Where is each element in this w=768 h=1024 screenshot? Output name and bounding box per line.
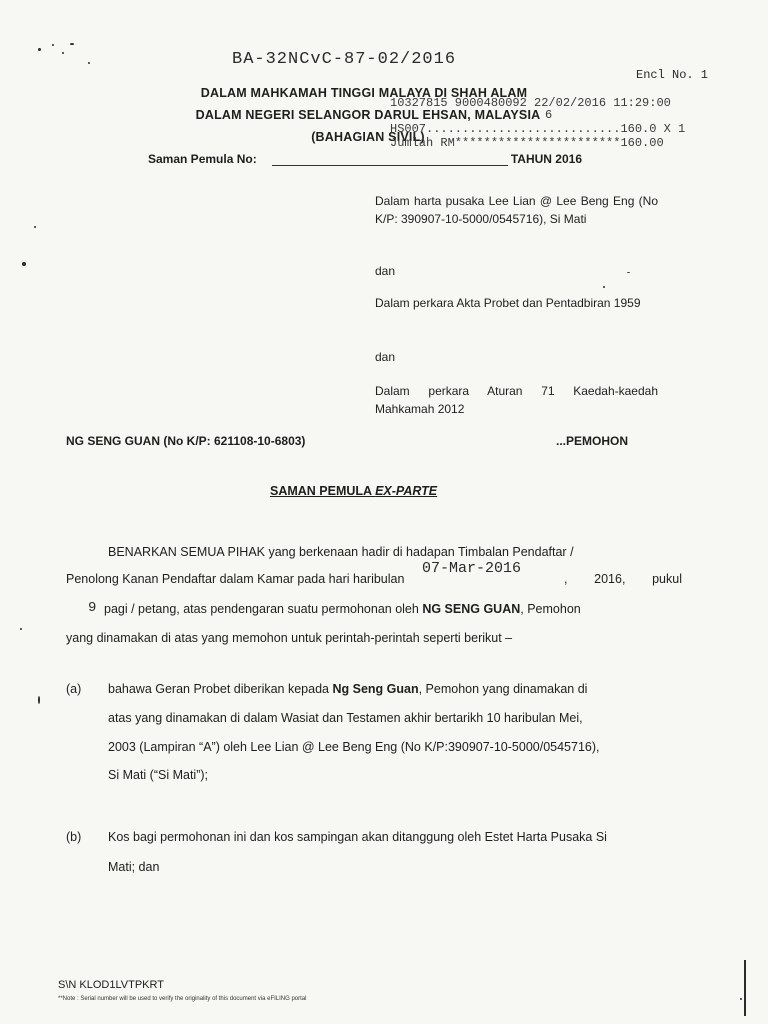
scan-speck bbox=[744, 960, 746, 1016]
hearing-hour: 9 bbox=[88, 600, 97, 616]
filing-stamp-line: 10327815 9000480092 22/02/2016 11:29:00 bbox=[390, 96, 671, 110]
scan-speck bbox=[603, 286, 605, 288]
applicant-name-inline: NG SENG GUAN bbox=[422, 602, 521, 616]
paragraph-line: yang dinamakan di atas yang memohon untuk perintah-perintah seperti berikut – bbox=[66, 631, 513, 645]
item-text: bahawa Geran Probet diberikan kepada bbox=[108, 682, 333, 696]
item-a-line: 2003 (Lampiran “A”) oleh Lee Lian @ Lee Beng Eng (No K/P:390907-10-5000/0545716), bbox=[108, 740, 600, 754]
item-marker: (b) bbox=[66, 830, 82, 844]
scan-speck bbox=[22, 262, 26, 266]
paragraph-line: BENARKAN SEMUA PIHAK yang berkenaan hadir di hadapan Timbalan Pendaftar / bbox=[108, 545, 574, 559]
serial-note: **Note : Serial number will be used to verify the originality of this document via eFILING portal bbox=[58, 996, 307, 1002]
paragraph-line: , 2016, pukul bbox=[564, 572, 682, 586]
court-division: (BAHAGIAN SIVIL) bbox=[311, 130, 425, 144]
document-title bbox=[270, 484, 437, 498]
applicant-role: ...PEMOHON bbox=[556, 434, 629, 448]
scan-speck bbox=[62, 52, 64, 54]
scan-speck bbox=[88, 62, 90, 64]
estate-matter: Dalam harta pusaka Lee Lian @ Lee Beng Eng (No K/P: 390907-10-5000/0545716), Si Mati bbox=[375, 194, 658, 226]
act-matter: Dalam perkara Akta Probet dan Pentadbiran 1959 bbox=[375, 296, 641, 310]
scan-speck bbox=[52, 44, 54, 46]
applicant-name: NG SENG GUAN (No K/P: 621108-10-6803) bbox=[66, 434, 306, 448]
scan-speck bbox=[740, 998, 742, 1000]
filing-stamp-line: HS007...........................160.0 X 1 bbox=[390, 122, 686, 136]
filing-stamp-line: 6 bbox=[545, 108, 553, 122]
paragraph-line bbox=[104, 600, 581, 618]
item-b-line: Mati; dan bbox=[108, 860, 160, 874]
item-text-bold: Ng Seng Guan bbox=[332, 682, 419, 696]
enclosure-number: Encl No. 1 bbox=[636, 68, 709, 82]
filing-stamp-line: Jumlah RM***********************160.00 bbox=[390, 136, 664, 150]
item-marker: (a) bbox=[66, 682, 82, 696]
scan-speck bbox=[20, 628, 22, 630]
rules-matter: Dalam perkara Aturan 71 Kaedah-kaedah Mahkamah 2012 bbox=[375, 384, 658, 416]
case-number: BA-32NCvC-87-02/2016 bbox=[232, 50, 457, 69]
scan-speck bbox=[70, 43, 74, 45]
conjunction: dan bbox=[375, 264, 396, 278]
saman-number-row bbox=[148, 152, 582, 166]
scan-speck bbox=[38, 48, 41, 51]
hearing-date: 07-Mar-2016 bbox=[422, 560, 522, 577]
paragraph-text: , Pemohon bbox=[520, 602, 581, 616]
document-title-main: SAMAN PEMULA bbox=[270, 484, 376, 498]
saman-year: TAHUN 2016 bbox=[510, 152, 582, 166]
saman-number-blank bbox=[272, 165, 508, 166]
scan-speck bbox=[34, 226, 36, 228]
paragraph-text: pagi / petang, atas pendengaran suatu permohonan oleh bbox=[104, 602, 419, 616]
court-name: DALAM MAHKAMAH TINGGI MALAYA DI SHAH ALAM bbox=[200, 86, 528, 100]
item-a-line: atas yang dinamakan di dalam Wasiat dan Testamen akhir bertarikh 10 haribulan Mei, bbox=[108, 711, 583, 725]
conjunction: dan bbox=[375, 350, 396, 364]
paragraph-line: Penolong Kanan Pendaftar dalam Kamar pada hari haribulan bbox=[66, 572, 405, 586]
item-a-line bbox=[108, 675, 587, 704]
document-title-italic: EX-PARTE bbox=[375, 484, 438, 498]
scan-speck bbox=[38, 696, 40, 704]
saman-number-label: Saman Pemula No: bbox=[148, 152, 257, 166]
item-b-line: Kos bagi permohonan ini dan kos sampingan akan ditanggung oleh Estet Harta Pusaka Si bbox=[108, 830, 607, 844]
court-state: DALAM NEGERI SELANGOR DARUL EHSAN, MALAYSIA bbox=[195, 108, 541, 122]
serial-number: S\N KLOD1LVTPKRT bbox=[58, 979, 164, 991]
item-text: , Pemohon yang dinamakan di bbox=[418, 682, 588, 696]
item-a-line: Si Mati (“Si Mati”); bbox=[108, 768, 208, 782]
